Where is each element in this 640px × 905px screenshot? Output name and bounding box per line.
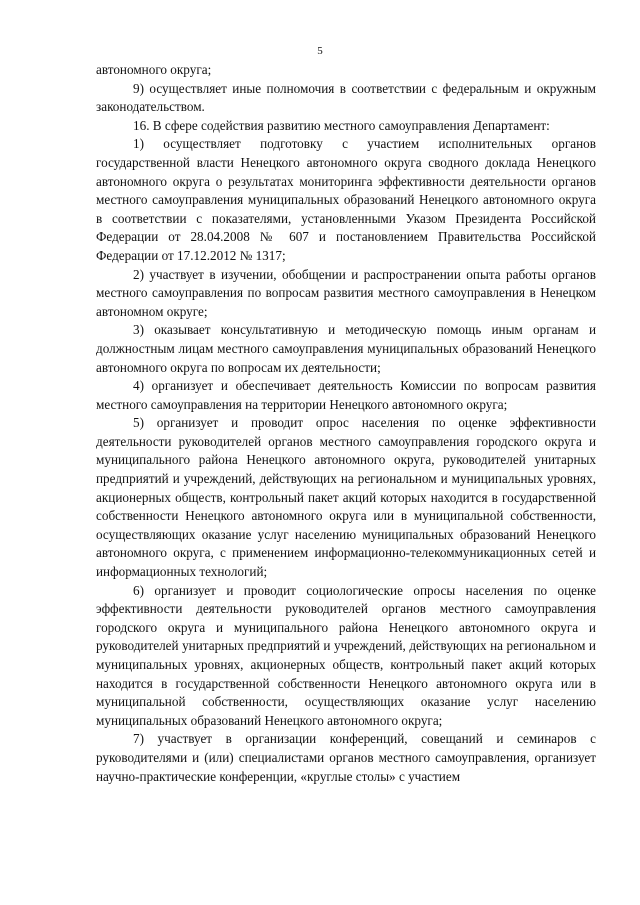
paragraph-item-5: 5) организует и проводит опрос населения по оценке эффективности деятельности руководителей органов местного самоуправления городского округа и муниципального района Ненецкого автономного округа, руководителей унитарных предприятий и учреждений, действующих на региональном и муниципальных уровнях, акционерных обществ, контрольный пакет акций которых находится в государственной собственности Ненецкого автономного округа или в муниципальной собственности, осуществляющих оказание услуг населению муниципальных образований Ненецкого автономного округа, с применением информационно-телекоммуникационных сетей и информационных технологий; <box>96 415 596 580</box>
paragraph-section-16: 16. В сфере содействия развитию местного самоуправления Департамент: <box>133 117 550 133</box>
paragraph-item-6: 6) организует и проводит социологические опросы населения по оценке эффективности деятельности руководителей органов местного самоуправления городского округа и муниципального района Ненецкого автономного округа и руководителей унитарных предприятий и учреждений, действующих на региональном и муниципальных уровнях, акционерных обществ, контрольный пакет акций которых находится в государственной собственности Ненецкого автономного округа или в муниципальной собственности, осуществляющих оказание услуг населению муниципальных образований Ненецкого автономного округа; <box>96 582 596 728</box>
paragraph-item-1: 1) осуществляет подготовку с участием исполнительных органов государственной власти Ненецкого автономного округа сводного доклада Ненецкого автономного округа о результатах мониторинга эффективности деятельности органов местного самоуправления муниципальных образований Ненецкого автономного округа в соответствии с показателями, установленными Указом Президента Российской Федерации от 28.04.2008 № 607 и постановлением Правительства Российской Федерации от 17.12.2012 № 1317; <box>96 136 596 263</box>
paragraph-item-7: 7) участвует в организации конференций, совещаний и семинаров с руководителями и (или) специалистами органов местного самоуправления, организует научно-практические конференции, «круглые столы» с участием <box>96 731 596 784</box>
paragraph-continuation: автономного округа; <box>96 62 212 77</box>
paragraph-item-2: 2) участвует в изучении, обобщении и распространении опыта работы органов местного самоуправления по вопросам развития местного самоуправления в Ненецком автономном округе; <box>96 266 596 319</box>
paragraph-item-3: 3) оказывает консультативную и методическую помощь иным органам и должностным лицам местного самоуправления муниципальных образований Ненецкого автономного округа по вопросам их деятельности; <box>96 322 596 375</box>
document-body <box>96 61 596 786</box>
paragraph-item-9: 9) осуществляет иные полномочия в соответствии с федеральным и окружным законодательством. <box>96 80 596 115</box>
page-number: 5 <box>317 45 323 57</box>
paragraph-item-4: 4) организует и обеспечивает деятельность Комиссии по вопросам развития местного самоуправления на территории Ненецкого автономного округа; <box>96 378 596 412</box>
